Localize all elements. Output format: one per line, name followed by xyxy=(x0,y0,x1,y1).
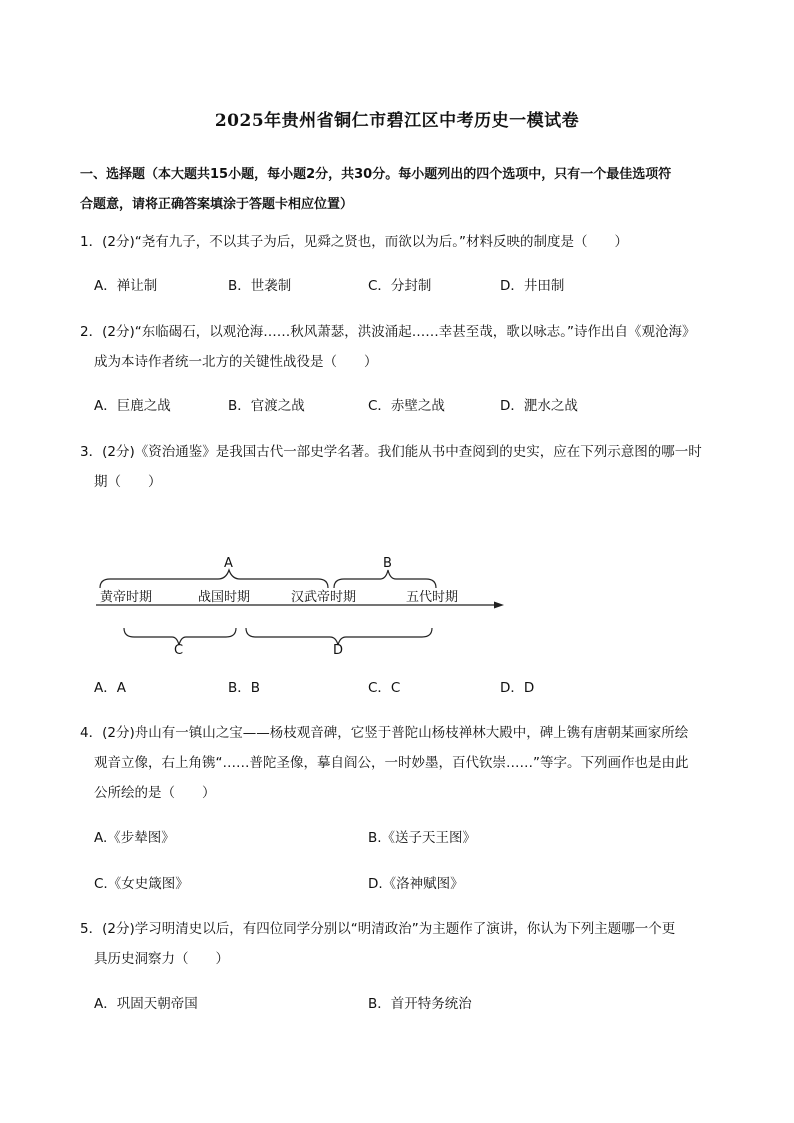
timeline-arrowhead xyxy=(494,602,504,609)
q3-option-c[interactable]: C．C xyxy=(368,680,401,696)
question-5-options xyxy=(94,992,734,1016)
exam-title: 2025年贵州省铜仁市碧江区中考历史一模试卷 xyxy=(214,111,580,131)
question-1-options xyxy=(94,274,734,298)
brace-label-a: A xyxy=(224,556,233,571)
question-3 xyxy=(80,437,730,497)
q5-option-a[interactable]: A．巩固天朝帝国 xyxy=(94,996,198,1012)
question-2-stem-line1: 2．(2分)“东临碣石，以观沧海……秋风萧瑟，洪波涌起……幸甚至哉，歌以咏志。”诗作出自《观沧海》 xyxy=(80,324,696,340)
q3-option-b[interactable]: B．B xyxy=(228,680,261,696)
q4-option-b[interactable]: B.《送子天王图》 xyxy=(368,830,477,846)
question-3-stem-line2: 期（ ） xyxy=(94,474,162,490)
q2-option-b[interactable]: B．官渡之战 xyxy=(228,398,305,414)
brace-label-c: C xyxy=(174,643,184,658)
q2-option-a[interactable]: A．巨鹿之战 xyxy=(94,398,171,414)
section-header-line1: 一、选择题（本大题共15小题，每小题2分，共30分。每小题列出的四个选项中，只有一个最佳选项符 xyxy=(80,167,672,182)
q2-option-c[interactable]: C．赤壁之战 xyxy=(368,398,445,414)
timeline-graphic xyxy=(90,548,520,668)
question-4-stem-line3: 公所绘的是（ ） xyxy=(94,785,216,801)
period-wudai: 五代时期 xyxy=(406,590,459,605)
question-2 xyxy=(80,317,730,377)
section-header-line2: 合题意，请将正确答案填涂于答题卡相应位置） xyxy=(80,197,354,212)
question-4 xyxy=(80,718,730,808)
q1-option-b[interactable]: B．世袭制 xyxy=(228,278,292,294)
section-header xyxy=(80,160,720,220)
brace-label-d: D xyxy=(333,643,344,658)
timeline-diagram xyxy=(90,548,520,668)
question-4-options-row2 xyxy=(94,872,734,896)
question-1-stem: 1．(2分)“尧有九子，不以其子为后，见舜之贤也，而欲以为后。”材料反映的制度是（ ） xyxy=(80,234,628,250)
q1-option-c[interactable]: C．分封制 xyxy=(368,278,432,294)
question-5-stem-line2: 具历史洞察力（ ） xyxy=(94,951,229,967)
period-hanwudi: 汉武帝时期 xyxy=(291,590,357,605)
question-4-stem-line1: 4．(2分)舟山有一镇山之宝——杨枝观音碑，它竖于普陀山杨枝禅林大殿中，碑上镌有唐朝某画家所绘 xyxy=(80,725,689,741)
q1-option-a[interactable]: A．禅让制 xyxy=(94,278,158,294)
question-4-stem-line2: 观音立像，右上角镌“……普陀圣像，摹自阎公，一时妙墨，百代钦崇……”等字。下列画作也是由此 xyxy=(94,755,689,771)
period-zhanguo: 战国时期 xyxy=(198,590,251,605)
question-3-options xyxy=(94,676,734,700)
q3-option-a[interactable]: A．A xyxy=(94,680,126,696)
brace-label-b: B xyxy=(383,556,392,571)
question-5-stem-line1: 5．(2分)学习明清史以后，有四位同学分别以“明清政治”为主题作了演讲，你认为下列主题哪一个更 xyxy=(80,921,676,937)
question-5 xyxy=(80,914,730,974)
question-1 xyxy=(80,227,730,257)
q1-option-d[interactable]: D．井田制 xyxy=(500,278,565,294)
period-huangdi: 黄帝时期 xyxy=(100,590,153,605)
q4-option-a[interactable]: A.《步辇图》 xyxy=(94,830,175,846)
q2-option-d[interactable]: D．淝水之战 xyxy=(500,398,578,414)
question-4-options-row1 xyxy=(94,826,734,850)
question-3-stem-line1: 3．(2分)《资治通鉴》是我国古代一部史学名著。我们能从书中查阅到的史实，应在下列示意图的哪一时 xyxy=(80,444,702,460)
question-2-stem-line2: 成为本诗作者统一北方的关键性战役是（ ） xyxy=(94,354,378,370)
question-2-options xyxy=(94,394,734,418)
q5-option-b[interactable]: B．首开特务统治 xyxy=(368,996,472,1012)
q3-option-d[interactable]: D．D xyxy=(500,680,535,696)
q4-option-d[interactable]: D.《洛神赋图》 xyxy=(368,876,464,892)
q4-option-c[interactable]: C.《女史箴图》 xyxy=(94,876,189,892)
